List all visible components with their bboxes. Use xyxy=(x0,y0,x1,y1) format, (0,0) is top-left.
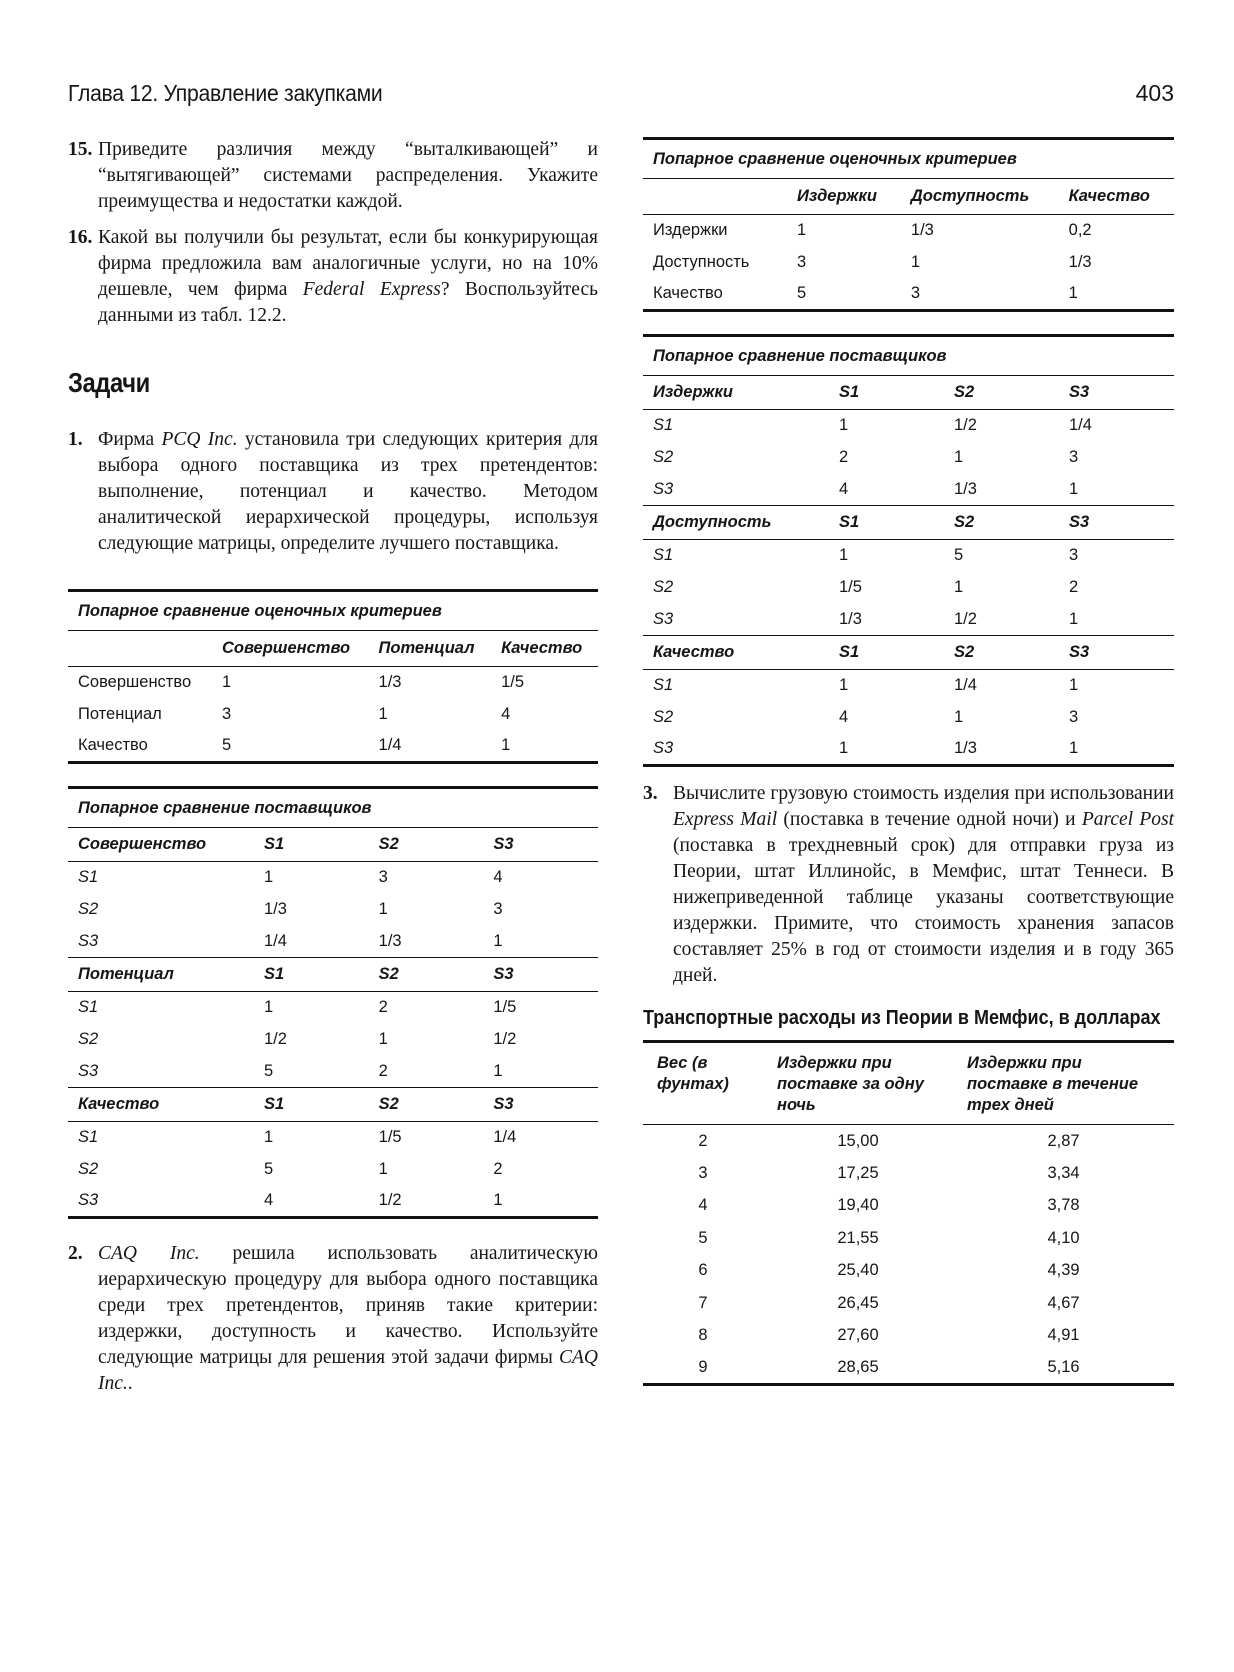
cell: 1 xyxy=(910,253,921,271)
column-header: Издержки при поставке в течение трех дней xyxy=(953,1042,1174,1125)
cell: 17,25 xyxy=(837,1163,879,1182)
group-name: Совершенство xyxy=(68,828,254,862)
cell: 2 xyxy=(378,1061,388,1080)
cell: 1 xyxy=(491,731,598,763)
cell: 3 xyxy=(1069,448,1079,466)
column-header: S1 xyxy=(829,506,944,540)
cell: 1 xyxy=(954,578,964,596)
group-name: Доступность xyxy=(643,506,829,540)
text-part: (поставка в трехдневный срок) для отправки груза из Пеории, штат Иллинойс, в Мемфис, штат Теннеси. В нижеприведенной таблице указаны соответствующие издержки. Примите, что стоимость хранения запасов составляет 25% в год от стоимости изделия и в году 365 дней. xyxy=(673,835,1174,986)
cell: S1 xyxy=(653,676,674,695)
table-row xyxy=(68,1056,598,1088)
cell: Совершенство xyxy=(78,673,192,692)
text-part: Вычислите грузовую стоимость изделия при использовании xyxy=(673,783,1174,804)
cell: 2 xyxy=(698,1131,708,1150)
column-header: Качество xyxy=(491,631,598,667)
cell: 6 xyxy=(698,1261,708,1280)
cell: Потенциал xyxy=(78,705,162,723)
cell: 1 xyxy=(839,416,849,435)
left-column xyxy=(68,137,598,1407)
cell: 0,2 xyxy=(1068,221,1092,240)
cell: 1/3 xyxy=(378,931,402,950)
table-row xyxy=(68,731,598,763)
cell: 1/5 xyxy=(501,673,524,692)
shipping-cost-table xyxy=(643,1040,1174,1386)
cell: 1 xyxy=(1069,609,1079,628)
cell: S3 xyxy=(78,931,99,950)
table-row xyxy=(643,572,1174,604)
cell: 1/4 xyxy=(369,731,492,763)
cell: 5,16 xyxy=(953,1352,1174,1385)
cell: S2 xyxy=(78,1030,99,1048)
table-row xyxy=(643,215,1174,247)
column-header: Потенциал xyxy=(369,631,492,667)
group-header-row xyxy=(643,506,1174,540)
table-row xyxy=(643,1287,1174,1320)
cell: S3 xyxy=(643,734,829,766)
cell: Доступность xyxy=(653,253,750,271)
table-row xyxy=(643,442,1174,474)
text-part: ? Воспользуйтесь данными из табл. 12.2. xyxy=(98,279,598,326)
column-header: S2 xyxy=(944,506,1059,540)
group-name: Потенциал xyxy=(68,958,254,992)
cell: S2 xyxy=(653,578,674,596)
cell: 4,39 xyxy=(1047,1261,1080,1280)
column-header: S2 xyxy=(369,958,484,992)
question-15 xyxy=(68,137,598,215)
right-column xyxy=(643,137,1174,1386)
company-name: Federal Express xyxy=(302,279,441,300)
column-header: Совершенство xyxy=(212,631,369,667)
question-number: 16. xyxy=(68,227,93,248)
table-row xyxy=(643,1190,1174,1223)
group-name: Издержки xyxy=(643,376,829,410)
text-part: Какой вы получили бы результат, если бы конкурирующая фирма предложила вам аналогичные услуги, но на 10% дешевле, чем фирма xyxy=(98,227,598,300)
company-name: PCQ Inc. xyxy=(161,429,238,450)
cell: 1/3 xyxy=(910,221,934,240)
cell: 1/5 xyxy=(839,578,862,596)
cell: S1 xyxy=(78,998,99,1017)
column-header: S1 xyxy=(829,636,944,670)
group-name: Качество xyxy=(643,636,829,670)
cell: 3 xyxy=(1069,546,1079,565)
cell: 8 xyxy=(698,1326,708,1345)
column-header: S3 xyxy=(483,1088,598,1122)
table-row xyxy=(643,247,1174,279)
cell: S3 xyxy=(68,1186,254,1218)
table-row xyxy=(643,1157,1174,1190)
section-title: Задачи xyxy=(68,367,150,398)
table-row xyxy=(643,1255,1174,1288)
cell: 1/3 xyxy=(944,734,1059,766)
cell: S1 xyxy=(653,546,674,565)
table-row xyxy=(643,604,1174,636)
column-header xyxy=(643,179,787,215)
table-row xyxy=(68,992,598,1024)
column-header: Качество xyxy=(1059,179,1174,215)
cell: 1/2 xyxy=(264,1030,287,1048)
cell: 1 xyxy=(839,546,849,565)
cell: S2 xyxy=(78,1160,99,1178)
group-header-row xyxy=(643,376,1174,410)
problem-number: 3. xyxy=(643,783,658,804)
problem-text xyxy=(673,781,1174,989)
text-part: (поставка в течение одной ночи) и xyxy=(777,809,1082,830)
table-row xyxy=(643,1125,1174,1158)
column-header: S3 xyxy=(1059,376,1174,410)
criteria-comparison-table xyxy=(68,589,598,764)
cell: 25,40 xyxy=(837,1261,879,1280)
cell: S2 xyxy=(78,900,99,918)
cell: 1 xyxy=(264,998,274,1017)
problem-1 xyxy=(68,427,598,557)
cell: 5 xyxy=(212,731,369,763)
cell: 1 xyxy=(378,705,388,723)
cell: 1 xyxy=(829,734,944,766)
cell: 1 xyxy=(1059,279,1174,311)
cell: 19,40 xyxy=(837,1196,879,1215)
cell: 21,55 xyxy=(837,1228,879,1247)
question-16 xyxy=(68,225,598,329)
cell: 2 xyxy=(493,1160,503,1178)
cell: S1 xyxy=(78,1128,99,1147)
criteria-comparison-table-2 xyxy=(643,137,1174,312)
cell: 1 xyxy=(493,1061,503,1080)
cell: 4 xyxy=(698,1196,708,1215)
running-header xyxy=(68,76,1174,116)
cell: 2 xyxy=(1069,578,1079,596)
table-caption: Попарное сравнение поставщиков xyxy=(68,788,598,828)
cell: 1/2 xyxy=(493,1030,517,1048)
cell: 1 xyxy=(378,1160,388,1178)
cell: 3 xyxy=(797,253,807,271)
cell: 28,65 xyxy=(763,1352,953,1385)
company-name: CAQ Inc. xyxy=(98,1347,598,1394)
column-header: S2 xyxy=(944,636,1059,670)
table-row xyxy=(643,670,1174,702)
cell: 4 xyxy=(839,708,849,726)
cell: 15,00 xyxy=(837,1131,879,1150)
question-text: Приведите различия между “выталкивающей” и “вытягивающей” системами распределения. Укажите преимущества и недостатки каждой. xyxy=(98,139,598,212)
cell: Издержки xyxy=(653,221,728,240)
cell: 3 xyxy=(901,279,1059,311)
cell: 5 xyxy=(954,546,964,565)
cell: S1 xyxy=(78,868,99,887)
column-header: S2 xyxy=(369,1088,484,1122)
cell: Качество xyxy=(68,731,212,763)
cell: 1 xyxy=(839,676,849,695)
cell: 1/2 xyxy=(954,416,977,435)
column-header: S3 xyxy=(483,958,598,992)
table-row xyxy=(68,667,598,699)
group-name: Качество xyxy=(68,1088,254,1122)
column-header: S1 xyxy=(254,1088,369,1122)
cell: 1/4 xyxy=(954,676,977,695)
column-header: S3 xyxy=(1059,506,1174,540)
column-header: Издержки xyxy=(787,179,901,215)
column-header: Издержки при поставке за одну ночь xyxy=(763,1042,953,1125)
cell: 1/3 xyxy=(954,479,977,498)
table-row xyxy=(68,894,598,926)
cell: 1/4 xyxy=(1069,416,1092,435)
text-part: установила три следующих критерия для выбора одного поставщика из трех претендентов: выполнение, потенциал и качество. Методом аналитической иерархической процедуры, используя следующие матрицы, определите лучшего поставщика. xyxy=(98,429,598,554)
cell: 3 xyxy=(493,900,503,918)
table-row xyxy=(68,1024,598,1056)
cell: 1/5 xyxy=(378,1128,402,1147)
cell: 1 xyxy=(1059,734,1174,766)
table-row xyxy=(68,926,598,958)
cell: 3 xyxy=(1069,708,1079,726)
cell: 1 xyxy=(797,221,807,240)
cell: 4,91 xyxy=(1047,1326,1080,1345)
cell: 1 xyxy=(954,708,964,726)
cell: 3 xyxy=(222,705,232,723)
cell: 1/4 xyxy=(493,1128,517,1147)
table-row xyxy=(643,410,1174,442)
cell: S2 xyxy=(653,708,674,726)
cell: 5 xyxy=(264,1061,274,1080)
cell: 5 xyxy=(698,1228,708,1247)
service-name: Parcel Post xyxy=(1081,809,1175,830)
cell: 1/5 xyxy=(493,998,517,1017)
cell: 1/3 xyxy=(378,673,402,692)
column-header: S1 xyxy=(254,828,369,862)
problem-number: 2. xyxy=(68,1243,83,1264)
cell: 4,67 xyxy=(1047,1293,1080,1312)
chapter-title: Глава 12. Управление закупками xyxy=(68,80,383,106)
problem-text: CAQ Inc. решила использовать аналитическую иерархическую процедуру для выбора одного поставщика среди трех претендентов, приняв такие критерии: издержки, доступность и качество. Используйте следующие матрицы для решения этой задачи фирмы CAQ Inc.. xyxy=(98,1243,598,1394)
cell: Качество xyxy=(643,279,787,311)
table-caption: Попарное сравнение оценочных критериев xyxy=(68,591,598,631)
cell: 2,87 xyxy=(1047,1131,1080,1150)
column-header: S1 xyxy=(254,958,369,992)
cell: 1 xyxy=(264,1128,274,1147)
text-part: решила использовать аналитическую иерархическую процедуру для выбора одного поставщика среди трех претендентов, приняв такие критерии: издержки, доступность и качество. Используйте следующие матрицы для решения этой задачи фирмы xyxy=(98,1243,598,1368)
cell: 1/3 xyxy=(1068,253,1092,271)
supplier-comparison-table xyxy=(68,786,598,1219)
column-header: S2 xyxy=(944,376,1059,410)
cell: 1/2 xyxy=(369,1186,484,1218)
column-header xyxy=(68,631,212,667)
table-row xyxy=(643,1320,1174,1353)
cell: 27,60 xyxy=(837,1326,879,1345)
cell: 4 xyxy=(493,868,503,887)
table-row xyxy=(643,1352,1174,1385)
cell: 4 xyxy=(839,479,849,498)
cell: 3 xyxy=(698,1163,708,1182)
cell: 26,45 xyxy=(837,1293,879,1312)
column-header: S3 xyxy=(1059,636,1174,670)
group-header-row xyxy=(643,636,1174,670)
cell: S3 xyxy=(78,1061,99,1080)
cell: 1 xyxy=(378,900,388,918)
column-header: Доступность xyxy=(901,179,1059,215)
cell: 7 xyxy=(698,1293,708,1312)
table-row xyxy=(643,1222,1174,1255)
table-row xyxy=(68,1122,598,1154)
cell: 1 xyxy=(954,448,964,466)
cell: S1 xyxy=(653,416,674,435)
table-caption: Попарное сравнение поставщиков xyxy=(643,336,1174,376)
group-header-row xyxy=(68,1088,598,1122)
table-row xyxy=(68,1186,598,1218)
table-row xyxy=(643,474,1174,506)
cell: 3,34 xyxy=(1047,1163,1080,1182)
cell: S2 xyxy=(653,448,674,466)
cell: S3 xyxy=(653,609,674,628)
question-number: 15. xyxy=(68,139,93,160)
table-row xyxy=(643,279,1174,311)
cell: 1/3 xyxy=(839,609,862,628)
cell: 3,78 xyxy=(1047,1196,1080,1215)
group-header-row xyxy=(68,958,598,992)
problem-2 xyxy=(68,1241,598,1397)
cell: 1/4 xyxy=(264,931,287,950)
problem-text xyxy=(98,427,598,557)
cell: 1 xyxy=(264,868,274,887)
cell: 9 xyxy=(643,1352,763,1385)
question-text xyxy=(98,225,598,329)
table-row xyxy=(643,734,1174,766)
table-row xyxy=(68,862,598,894)
shipping-table-title: Транспортные расходы из Пеории в Мемфис, в долларах xyxy=(643,1007,1161,1029)
cell: 4 xyxy=(254,1186,369,1218)
group-header-row xyxy=(68,828,598,862)
cell: 5 xyxy=(264,1160,274,1178)
problem-3 xyxy=(643,781,1174,989)
cell: 3 xyxy=(378,868,388,887)
cell: 4,10 xyxy=(1047,1228,1080,1247)
cell: 1 xyxy=(1069,676,1079,695)
table-row xyxy=(643,702,1174,734)
table-caption: Попарное сравнение оценочных критериев xyxy=(643,139,1174,179)
column-header: S1 xyxy=(829,376,944,410)
table-row xyxy=(68,699,598,731)
cell: 4 xyxy=(501,705,511,723)
company-name: CAQ Inc. xyxy=(98,1243,200,1264)
cell: S3 xyxy=(653,479,674,498)
cell: 1 xyxy=(493,931,503,950)
cell: 1/2 xyxy=(954,609,977,628)
cell: 1 xyxy=(483,1186,598,1218)
cell: 5 xyxy=(787,279,901,311)
column-header: S2 xyxy=(369,828,484,862)
cell: 1/3 xyxy=(264,900,287,918)
text-part: Фирма xyxy=(98,429,162,450)
cell: 1 xyxy=(1069,479,1079,498)
table-row xyxy=(643,540,1174,572)
cell: 1 xyxy=(222,673,232,692)
cell: 1 xyxy=(378,1030,388,1048)
page-number: 403 xyxy=(1135,80,1174,106)
service-name: Express Mail xyxy=(673,809,778,830)
cell: 2 xyxy=(378,998,388,1017)
column-header: Вес (в фунтах) xyxy=(643,1042,763,1125)
problem-number: 1. xyxy=(68,429,83,450)
table-row xyxy=(68,1154,598,1186)
supplier-comparison-table-2 xyxy=(643,334,1174,767)
cell: 2 xyxy=(839,448,849,466)
column-header: S3 xyxy=(483,828,598,862)
